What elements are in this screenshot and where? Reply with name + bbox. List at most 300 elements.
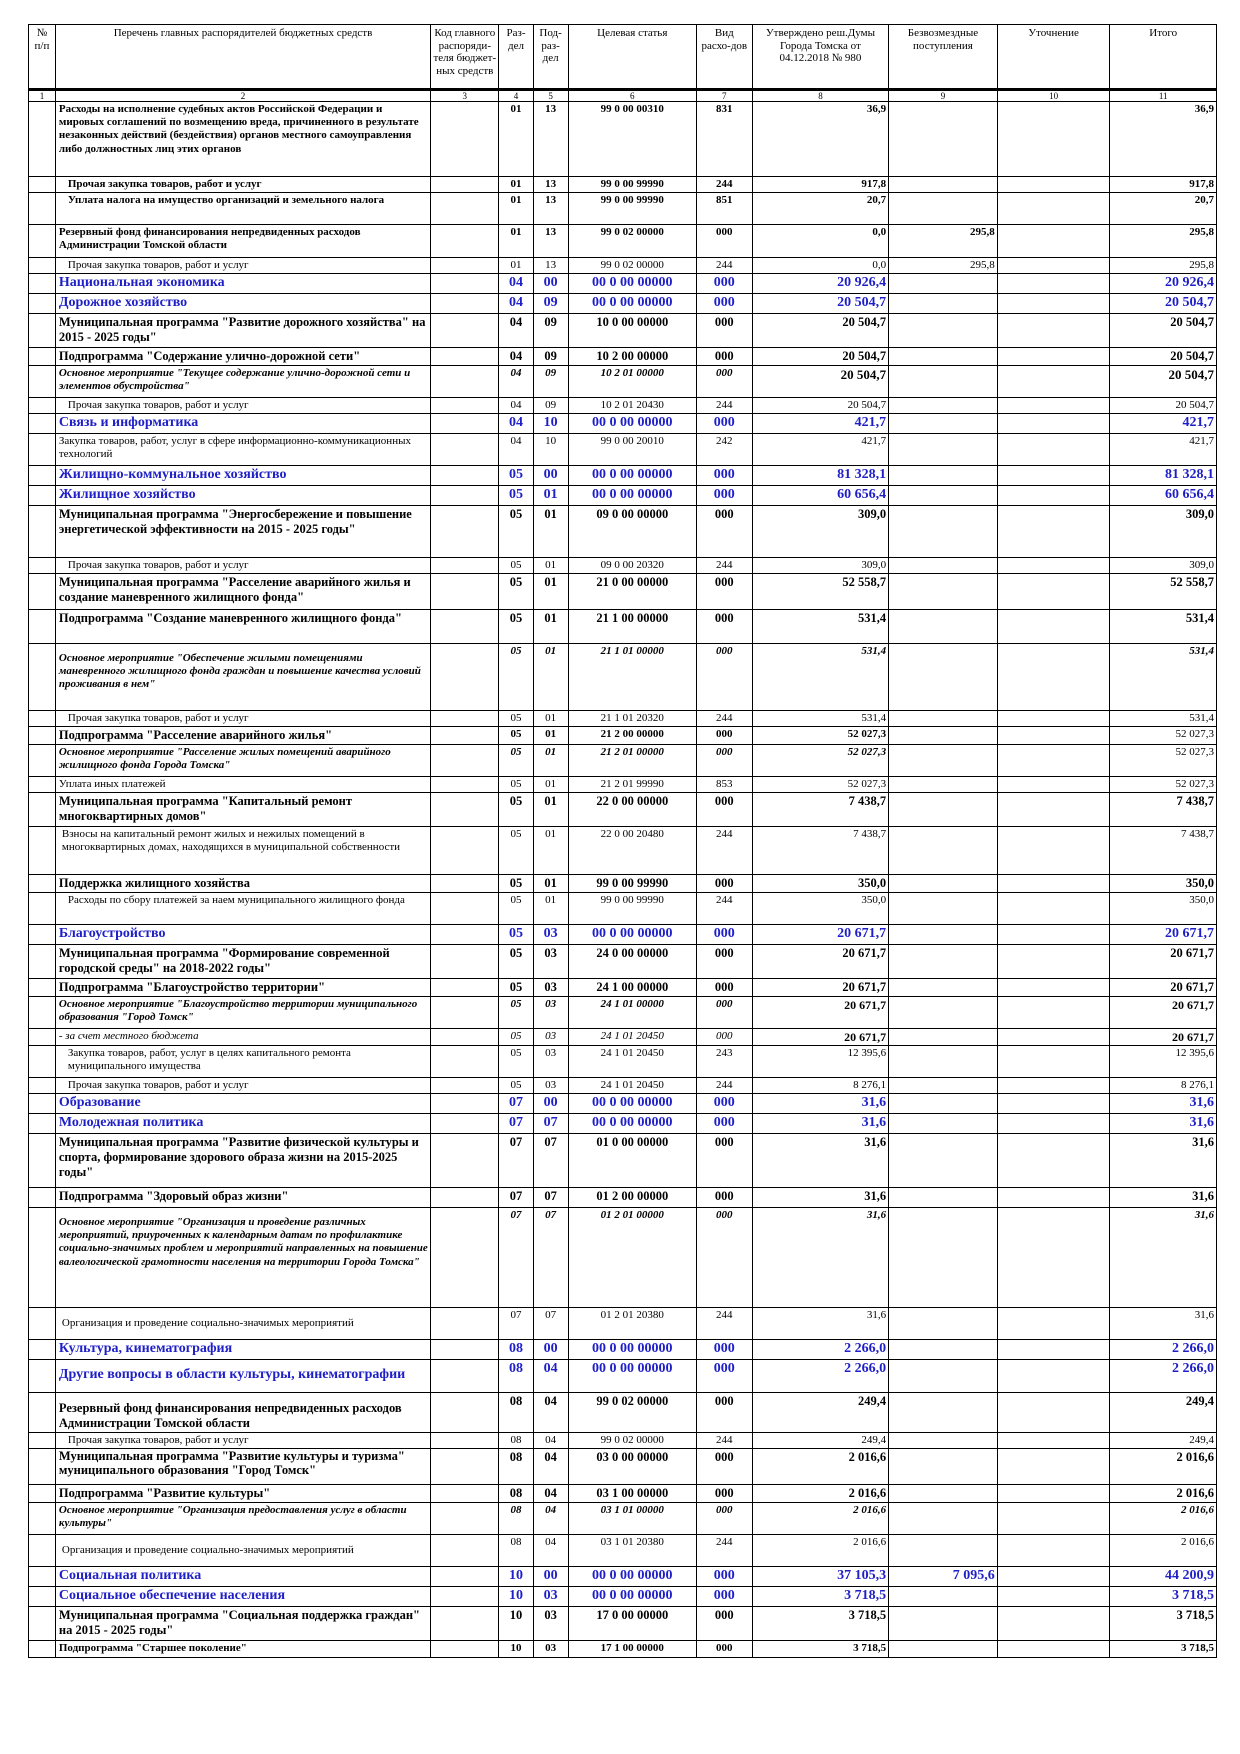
cell-grants — [889, 1308, 998, 1340]
cell-expense-type: 853 — [696, 776, 752, 792]
cell-podrazdel: 03 — [533, 996, 568, 1028]
cell-approved: 0,0 — [752, 225, 888, 258]
cell-grants — [889, 1586, 998, 1606]
cell-target-article: 01 2 00 00000 — [568, 1188, 696, 1208]
cell-razdel: 05 — [499, 944, 533, 978]
cell-code — [431, 397, 499, 413]
cell-number — [29, 485, 56, 505]
table-row — [29, 1208, 1217, 1308]
table-row — [29, 1606, 1217, 1640]
cell-adjustment — [997, 776, 1110, 792]
cell-number — [29, 793, 56, 827]
cell-adjustment — [997, 1188, 1110, 1208]
cell-code — [431, 274, 499, 294]
cell-expense-type: 000 — [696, 1340, 752, 1360]
cell-podrazdel: 01 — [533, 793, 568, 827]
cell-podrazdel: 04 — [533, 1503, 568, 1535]
cell-approved: 20 671,7 — [752, 1028, 888, 1045]
cell-razdel: 05 — [499, 776, 533, 792]
cell-total: 2 266,0 — [1110, 1340, 1217, 1360]
cell-name: Национальная экономика — [55, 274, 430, 294]
cell-adjustment — [997, 1114, 1110, 1134]
cell-grants — [889, 875, 998, 893]
cell-total: 249,4 — [1110, 1392, 1217, 1432]
cell-podrazdel: 07 — [533, 1208, 568, 1308]
cell-expense-type: 000 — [696, 225, 752, 258]
cell-approved: 2 266,0 — [752, 1359, 888, 1392]
cell-expense-type: 000 — [696, 875, 752, 893]
cell-expense-type: 000 — [696, 726, 752, 744]
cell-name: Уплата налога на имущество организаций и земельного налога — [55, 193, 430, 225]
cell-adjustment — [997, 1028, 1110, 1045]
cell-approved: 37 105,3 — [752, 1567, 888, 1587]
cell-razdel: 05 — [499, 893, 533, 925]
cell-code — [431, 996, 499, 1028]
cell-razdel: 05 — [499, 1078, 533, 1094]
cell-razdel: 05 — [499, 557, 533, 573]
cell-grants — [889, 1134, 998, 1188]
cell-total: 20 504,7 — [1110, 347, 1217, 365]
cell-approved: 531,4 — [752, 710, 888, 726]
cell-razdel: 07 — [499, 1114, 533, 1134]
cell-grants — [889, 102, 998, 177]
cell-adjustment — [997, 827, 1110, 875]
cell-razdel: 05 — [499, 925, 533, 945]
cell-podrazdel: 01 — [533, 573, 568, 609]
cell-razdel: 01 — [499, 225, 533, 258]
cell-number — [29, 1392, 56, 1432]
cell-razdel: 05 — [499, 643, 533, 710]
cell-name: Прочая закупка товаров, работ и услуг — [55, 258, 430, 274]
cell-name: Подпрограмма "Расселение аварийного жилья" — [55, 726, 430, 744]
cell-approved: 31,6 — [752, 1188, 888, 1208]
cell-total: 350,0 — [1110, 893, 1217, 925]
table-row — [29, 893, 1217, 925]
cell-target-article: 09 0 00 20320 — [568, 557, 696, 573]
cell-number — [29, 1432, 56, 1448]
cell-total: 421,7 — [1110, 414, 1217, 434]
cell-code — [431, 1392, 499, 1432]
cell-code — [431, 1359, 499, 1392]
col-number: 5 — [533, 90, 568, 102]
table-row — [29, 1028, 1217, 1045]
table-row — [29, 1503, 1217, 1535]
cell-podrazdel: 09 — [533, 313, 568, 347]
cell-code — [431, 1208, 499, 1308]
cell-approved: 31,6 — [752, 1134, 888, 1188]
table-row — [29, 177, 1217, 193]
cell-grants — [889, 978, 998, 996]
cell-razdel: 07 — [499, 1134, 533, 1188]
cell-approved: 20 671,7 — [752, 978, 888, 996]
header-name: Перечень главных распорядителей бюджетных средств — [55, 25, 430, 90]
cell-podrazdel: 03 — [533, 1078, 568, 1094]
cell-razdel: 04 — [499, 414, 533, 434]
cell-expense-type: 000 — [696, 1359, 752, 1392]
col-number: 8 — [752, 90, 888, 102]
cell-target-article: 21 1 01 00000 — [568, 643, 696, 710]
cell-total: 31,6 — [1110, 1308, 1217, 1340]
cell-target-article: 01 2 01 00000 — [568, 1208, 696, 1308]
cell-expense-type: 000 — [696, 944, 752, 978]
cell-total: 20 671,7 — [1110, 944, 1217, 978]
cell-podrazdel: 01 — [533, 505, 568, 557]
cell-adjustment — [997, 793, 1110, 827]
cell-number — [29, 294, 56, 314]
cell-code — [431, 225, 499, 258]
cell-code — [431, 557, 499, 573]
cell-number — [29, 1208, 56, 1308]
cell-razdel: 10 — [499, 1586, 533, 1606]
cell-number — [29, 397, 56, 413]
cell-razdel: 04 — [499, 433, 533, 465]
cell-podrazdel: 01 — [533, 875, 568, 893]
cell-grants — [889, 414, 998, 434]
cell-approved: 52 027,3 — [752, 744, 888, 776]
cell-total: 52 027,3 — [1110, 776, 1217, 792]
cell-adjustment — [997, 573, 1110, 609]
cell-expense-type: 244 — [696, 177, 752, 193]
cell-target-article: 10 2 00 00000 — [568, 347, 696, 365]
cell-expense-type: 244 — [696, 827, 752, 875]
cell-target-article: 00 0 00 00000 — [568, 485, 696, 505]
cell-razdel: 04 — [499, 365, 533, 397]
cell-podrazdel: 07 — [533, 1114, 568, 1134]
cell-approved: 2 016,6 — [752, 1535, 888, 1567]
cell-adjustment — [997, 557, 1110, 573]
cell-total: 3 718,5 — [1110, 1640, 1217, 1657]
cell-number — [29, 726, 56, 744]
cell-approved: 3 718,5 — [752, 1640, 888, 1657]
cell-total: 20 671,7 — [1110, 1028, 1217, 1045]
cell-target-article: 00 0 00 00000 — [568, 1114, 696, 1134]
cell-adjustment — [997, 1340, 1110, 1360]
cell-razdel: 08 — [499, 1392, 533, 1432]
cell-adjustment — [997, 274, 1110, 294]
cell-approved: 20,7 — [752, 193, 888, 225]
cell-podrazdel: 10 — [533, 433, 568, 465]
cell-expense-type: 244 — [696, 1308, 752, 1340]
cell-name: Закупка товаров, работ, услуг в сфере информационно-коммуникационных технологий — [55, 433, 430, 465]
cell-code — [431, 433, 499, 465]
cell-code — [431, 294, 499, 314]
cell-grants — [889, 1028, 998, 1045]
cell-razdel: 05 — [499, 744, 533, 776]
cell-expense-type: 000 — [696, 414, 752, 434]
cell-number — [29, 1567, 56, 1587]
cell-podrazdel: 09 — [533, 294, 568, 314]
cell-podrazdel: 13 — [533, 225, 568, 258]
cell-total: 531,4 — [1110, 609, 1217, 643]
cell-approved: 2 016,6 — [752, 1503, 888, 1535]
cell-razdel: 08 — [499, 1449, 533, 1485]
table-row — [29, 1188, 1217, 1208]
cell-code — [431, 1640, 499, 1657]
cell-razdel: 08 — [499, 1340, 533, 1360]
cell-target-article: 10 2 01 00000 — [568, 365, 696, 397]
cell-name: Уплата иных платежей — [55, 776, 430, 792]
cell-approved: 421,7 — [752, 433, 888, 465]
cell-razdel: 08 — [499, 1485, 533, 1503]
cell-number — [29, 925, 56, 945]
cell-target-article: 24 0 00 00000 — [568, 944, 696, 978]
cell-podrazdel: 03 — [533, 1046, 568, 1078]
cell-podrazdel: 01 — [533, 776, 568, 792]
cell-target-article: 99 0 00 00310 — [568, 102, 696, 177]
cell-target-article: 03 1 00 00000 — [568, 1485, 696, 1503]
cell-name: Основное мероприятие "Расселение жилых помещений аварийного жилищного фонда Города Томска" — [55, 744, 430, 776]
cell-total: 2 016,6 — [1110, 1503, 1217, 1535]
cell-total: 2 266,0 — [1110, 1359, 1217, 1392]
cell-approved: 20 504,7 — [752, 294, 888, 314]
cell-code — [431, 726, 499, 744]
col-number: 4 — [499, 90, 533, 102]
cell-code — [431, 193, 499, 225]
cell-number — [29, 893, 56, 925]
cell-razdel: 01 — [499, 258, 533, 274]
cell-total: 2 016,6 — [1110, 1535, 1217, 1567]
cell-adjustment — [997, 1586, 1110, 1606]
cell-grants — [889, 1208, 998, 1308]
cell-grants — [889, 643, 998, 710]
table-row — [29, 793, 1217, 827]
cell-podrazdel: 00 — [533, 274, 568, 294]
cell-approved: 309,0 — [752, 557, 888, 573]
cell-expense-type: 000 — [696, 294, 752, 314]
cell-total: 20 671,7 — [1110, 978, 1217, 996]
header-number: № п/п — [29, 25, 56, 90]
table-row — [29, 875, 1217, 893]
cell-number — [29, 225, 56, 258]
cell-podrazdel: 01 — [533, 609, 568, 643]
cell-approved: 52 027,3 — [752, 776, 888, 792]
cell-code — [431, 1567, 499, 1587]
header-razdel: Раз-дел — [499, 25, 533, 90]
cell-grants — [889, 609, 998, 643]
cell-podrazdel: 07 — [533, 1188, 568, 1208]
cell-target-article: 24 1 01 20450 — [568, 1078, 696, 1094]
cell-grants — [889, 1606, 998, 1640]
cell-code — [431, 827, 499, 875]
cell-name: Основное мероприятие "Обеспечение жилыми помещениями маневренного жилищного фонда граждан и повышение качества условий проживания в нем" — [55, 643, 430, 710]
cell-adjustment — [997, 1449, 1110, 1485]
cell-total: 7 438,7 — [1110, 793, 1217, 827]
cell-adjustment — [997, 609, 1110, 643]
cell-approved: 3 718,5 — [752, 1606, 888, 1640]
header-podrazdel: Под-раз-дел — [533, 25, 568, 90]
cell-podrazdel: 04 — [533, 1392, 568, 1432]
cell-podrazdel: 03 — [533, 1640, 568, 1657]
cell-code — [431, 177, 499, 193]
cell-podrazdel: 13 — [533, 102, 568, 177]
cell-total: 295,8 — [1110, 258, 1217, 274]
cell-number — [29, 433, 56, 465]
cell-adjustment — [997, 944, 1110, 978]
cell-adjustment — [997, 893, 1110, 925]
table-row — [29, 225, 1217, 258]
col-number: 2 — [55, 90, 430, 102]
cell-expense-type: 000 — [696, 1094, 752, 1114]
cell-adjustment — [997, 1432, 1110, 1448]
cell-name: Социальное обеспечение населения — [55, 1586, 430, 1606]
table-row — [29, 1308, 1217, 1340]
cell-name: Подпрограмма "Старшее поколение" — [55, 1640, 430, 1657]
cell-target-article: 00 0 00 00000 — [568, 1567, 696, 1587]
cell-total: 8 276,1 — [1110, 1078, 1217, 1094]
cell-approved: 31,6 — [752, 1094, 888, 1114]
cell-code — [431, 1134, 499, 1188]
cell-adjustment — [997, 744, 1110, 776]
cell-total: 20 671,7 — [1110, 925, 1217, 945]
cell-approved: 350,0 — [752, 875, 888, 893]
cell-number — [29, 1586, 56, 1606]
cell-total: 20,7 — [1110, 193, 1217, 225]
cell-approved: 20 504,7 — [752, 365, 888, 397]
cell-code — [431, 347, 499, 365]
cell-name: Основное мероприятие "Благоустройство территории муниципального образования "Город Томск" — [55, 996, 430, 1028]
cell-name: Подпрограмма "Здоровый образ жизни" — [55, 1188, 430, 1208]
cell-expense-type: 000 — [696, 1392, 752, 1432]
table-row — [29, 827, 1217, 875]
cell-target-article: 21 2 01 99990 — [568, 776, 696, 792]
cell-number — [29, 944, 56, 978]
cell-name: Организация и проведение социально-значимых мероприятий — [55, 1308, 430, 1340]
cell-grants — [889, 726, 998, 744]
cell-number — [29, 1359, 56, 1392]
cell-approved: 2 016,6 — [752, 1485, 888, 1503]
cell-grants — [889, 397, 998, 413]
cell-approved: 2 016,6 — [752, 1449, 888, 1485]
cell-code — [431, 102, 499, 177]
cell-target-article: 99 0 00 99990 — [568, 193, 696, 225]
cell-podrazdel: 04 — [533, 1485, 568, 1503]
cell-approved: 20 504,7 — [752, 397, 888, 413]
cell-grants — [889, 925, 998, 945]
cell-target-article: 00 0 00 00000 — [568, 1586, 696, 1606]
cell-podrazdel: 01 — [533, 485, 568, 505]
cell-name: Закупка товаров, работ, услуг в целях капитального ремонта муниципального имущества — [55, 1046, 430, 1078]
cell-number — [29, 1606, 56, 1640]
cell-approved: 31,6 — [752, 1114, 888, 1134]
cell-adjustment — [997, 1640, 1110, 1657]
cell-total: 36,9 — [1110, 102, 1217, 177]
cell-total: 52 558,7 — [1110, 573, 1217, 609]
cell-expense-type: 242 — [696, 433, 752, 465]
cell-adjustment — [997, 1208, 1110, 1308]
cell-razdel: 01 — [499, 177, 533, 193]
cell-grants — [889, 573, 998, 609]
cell-code — [431, 573, 499, 609]
cell-adjustment — [997, 1078, 1110, 1094]
cell-grants — [889, 1432, 998, 1448]
cell-name: Благоустройство — [55, 925, 430, 945]
table-row — [29, 465, 1217, 485]
cell-grants — [889, 1340, 998, 1360]
cell-grants: 7 095,6 — [889, 1567, 998, 1587]
cell-grants — [889, 744, 998, 776]
table-row — [29, 313, 1217, 347]
cell-razdel: 07 — [499, 1094, 533, 1114]
cell-code — [431, 505, 499, 557]
cell-target-article: 00 0 00 00000 — [568, 925, 696, 945]
col-number: 11 — [1110, 90, 1217, 102]
table-row — [29, 726, 1217, 744]
col-number: 7 — [696, 90, 752, 102]
cell-razdel: 04 — [499, 347, 533, 365]
cell-podrazdel: 00 — [533, 1340, 568, 1360]
cell-code — [431, 1188, 499, 1208]
cell-expense-type: 244 — [696, 258, 752, 274]
cell-podrazdel: 07 — [533, 1308, 568, 1340]
cell-target-article: 00 0 00 00000 — [568, 414, 696, 434]
cell-adjustment — [997, 1308, 1110, 1340]
cell-code — [431, 925, 499, 945]
table-row — [29, 1340, 1217, 1360]
cell-target-article: 22 0 00 20480 — [568, 827, 696, 875]
cell-number — [29, 102, 56, 177]
table-row — [29, 1392, 1217, 1432]
cell-razdel: 08 — [499, 1535, 533, 1567]
cell-name: Прочая закупка товаров, работ и услуг — [55, 397, 430, 413]
cell-podrazdel: 00 — [533, 465, 568, 485]
table-row — [29, 365, 1217, 397]
table-row — [29, 294, 1217, 314]
cell-name: Подпрограмма "Создание маневренного жилищного фонда" — [55, 609, 430, 643]
col-number: 10 — [997, 90, 1110, 102]
table-row — [29, 1640, 1217, 1657]
col-number: 9 — [889, 90, 998, 102]
cell-target-article: 99 0 02 00000 — [568, 225, 696, 258]
cell-code — [431, 1028, 499, 1045]
table-row — [29, 1535, 1217, 1567]
cell-target-article: 17 0 00 00000 — [568, 1606, 696, 1640]
cell-approved: 8 276,1 — [752, 1078, 888, 1094]
cell-approved: 20 671,7 — [752, 996, 888, 1028]
cell-name: Культура, кинематография — [55, 1340, 430, 1360]
cell-name: Резервный фонд финансирования непредвиденных расходов Администрации Томской области — [55, 225, 430, 258]
cell-approved: 12 395,6 — [752, 1046, 888, 1078]
cell-total: 44 200,9 — [1110, 1567, 1217, 1587]
cell-adjustment — [997, 485, 1110, 505]
cell-total: 52 027,3 — [1110, 726, 1217, 744]
cell-expense-type: 000 — [696, 365, 752, 397]
cell-total: 249,4 — [1110, 1432, 1217, 1448]
cell-expense-type: 000 — [696, 744, 752, 776]
cell-adjustment — [997, 347, 1110, 365]
cell-expense-type: 000 — [696, 925, 752, 945]
cell-number — [29, 1134, 56, 1188]
cell-name: Расходы на исполнение судебных актов Российской Федерации и мировых соглашений по возмещению вреда, причиненного в результате незаконных действий (бездействия) органов местного самоуправления либо должностных лиц этих органов — [55, 102, 430, 177]
cell-approved: 52 558,7 — [752, 573, 888, 609]
cell-razdel: 04 — [499, 294, 533, 314]
cell-expense-type: 000 — [696, 485, 752, 505]
header-approved: Утверждено реш.Думы Города Томска от 04.12.2018 № 980 — [752, 25, 888, 90]
cell-expense-type: 000 — [696, 1114, 752, 1134]
cell-name: Основное мероприятие "Организация предоставления услуг в области культуры" — [55, 1503, 430, 1535]
table-row — [29, 1567, 1217, 1587]
cell-number — [29, 414, 56, 434]
cell-expense-type: 244 — [696, 1432, 752, 1448]
cell-grants — [889, 1485, 998, 1503]
cell-expense-type: 000 — [696, 573, 752, 609]
cell-expense-type: 000 — [696, 1606, 752, 1640]
cell-adjustment — [997, 177, 1110, 193]
cell-total: 421,7 — [1110, 433, 1217, 465]
cell-expense-type: 000 — [696, 1640, 752, 1657]
cell-grants — [889, 944, 998, 978]
cell-total: 2 016,6 — [1110, 1485, 1217, 1503]
table-row — [29, 505, 1217, 557]
